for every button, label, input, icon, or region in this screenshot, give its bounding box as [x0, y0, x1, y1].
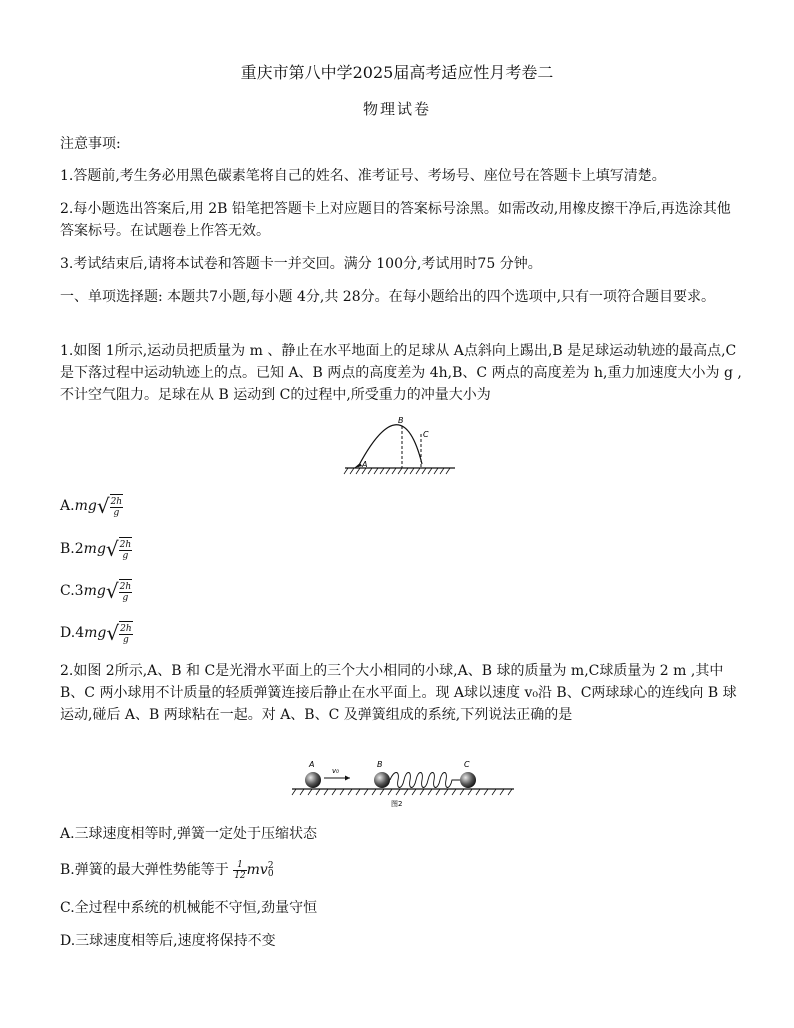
- note-item-1: 1.答题前,考生务必用黑色碳素笔将自己的姓名、准考证号、考场号、座位号在答题卡上填写清楚。: [60, 168, 666, 184]
- question-1-figure: [340, 412, 460, 478]
- question-1-option-a[interactable]: [60, 494, 123, 518]
- option-letter: C.: [60, 583, 75, 599]
- ball-a: [305, 772, 321, 788]
- sqrt-expression: √ $\frac{2h}{g}$: [96, 494, 123, 518]
- sqrt-expression: √ $\frac{2h}{g}$: [106, 621, 132, 645]
- figure-2-label-a: A: [309, 760, 315, 769]
- option-b-superscript: 2: [267, 861, 274, 871]
- question-2-option-b[interactable]: [60, 859, 274, 881]
- figure-2-label-b: B: [377, 760, 383, 769]
- option-mg: mg: [74, 498, 97, 514]
- fraction-numerator: 2h: [119, 581, 132, 592]
- option-mg: mg: [84, 625, 107, 641]
- option-b-fraction: [233, 860, 246, 881]
- option-mg: mg: [83, 541, 106, 557]
- option-b-expression: mv: [246, 862, 268, 878]
- figure-2-caption: 图2: [391, 800, 403, 808]
- exam-title: 重庆市第八中学2025届高考适应性月考卷二: [240, 63, 554, 82]
- question-2-text: 2.如图 2所示,A、B 和 C是光滑水平面上的三个大小相同的小球,A、B 球的质量为 m,C球质量为 2 m ,其中 B、C 两小球用不计质量的轻质弹簧连接后静止在水平面上。现 A球以速度 v₀沿 B、C两球球心的连线向 B 球运动,碰后 A、B 两球粘在一起。对 A、B、C 及弹簧组成的系统,下列说法正确的是: [60, 663, 737, 723]
- figure-2-velocity-label: v₀: [332, 767, 339, 775]
- fraction-denominator: g: [122, 634, 129, 645]
- figure-1-label-c: C: [423, 430, 429, 439]
- spring: [390, 773, 460, 788]
- fraction-numerator: 2h: [119, 539, 132, 550]
- figure-1-label-a: A: [362, 460, 368, 469]
- fraction-numerator: 2h: [120, 623, 132, 634]
- question-1-text: 1.如图 1所示,运动员把质量为 m 、静止在水平地面上的足球从 A点斜向上踢出,B 是足球运动轨迹的最高点,C 是下落过程中运动轨迹上的点。已知 A、B 两点的高度差为 4h,B、C 两点的高度差为 h,重力加速度大小为 g ,不计空气阻力。足球在从 B 运动到 C的过程中,所受重力的冲量大小为: [60, 343, 742, 403]
- ball-c: [460, 772, 476, 788]
- figure-2-label-c: C: [464, 760, 470, 769]
- sqrt-expression: √ $\frac{2h}{g}$: [105, 537, 132, 561]
- note-item-2: 2.每小题选出答案后,用 2B 铅笔把答题卡上对应题目的答案标号涂黑。如需改动,用橡皮擦干净后,再选涂其他答案标号。在试题卷上作答无效。: [60, 201, 731, 239]
- question-2-figure: [288, 756, 518, 810]
- fraction-numerator: 2h: [110, 496, 123, 507]
- option-letter: B.: [60, 541, 75, 557]
- fraction-denominator: g: [122, 592, 129, 603]
- fraction-denominator: 12: [234, 870, 246, 881]
- option-mg: mg: [83, 583, 106, 599]
- figure-1-label-b: B: [398, 416, 404, 425]
- question-2-option-c[interactable]: C.全过程中系统的机械能不守恒,劲量守恒: [60, 900, 318, 916]
- exam-subtitle: 物理试卷: [362, 100, 431, 118]
- fraction-denominator: g: [122, 550, 129, 561]
- question-1-option-d[interactable]: [60, 621, 133, 645]
- option-coefficient: 2: [74, 541, 84, 557]
- question-2-option-d[interactable]: D.三球速度相等后,速度将保持不变: [60, 933, 276, 949]
- option-b-subscript: 0: [267, 869, 274, 879]
- ball-b: [374, 772, 390, 788]
- question-1-option-b[interactable]: [60, 537, 132, 561]
- sqrt-expression: √ $\frac{2h}{g}$: [105, 579, 132, 603]
- question-2-option-a[interactable]: A.三球速度相等时,弹簧一定处于压缩状态: [60, 826, 318, 842]
- fraction-numerator: 1: [233, 860, 246, 871]
- notes-heading: 注意事项:: [60, 136, 121, 152]
- option-coefficient: 4: [75, 625, 85, 641]
- question-1-option-c[interactable]: [60, 579, 132, 603]
- option-b-prefix: B.弹簧的最大弹性势能等于: [60, 862, 229, 878]
- option-letter: A.: [60, 498, 75, 514]
- option-coefficient: 3: [74, 583, 84, 599]
- fraction-denominator: g: [113, 507, 120, 518]
- option-letter: D.: [60, 625, 76, 641]
- note-item-3: 3.考试结束后,请将本试卷和答题卡一并交回。满分 100分,考试用时75 分钟。: [60, 256, 542, 272]
- section-heading: 一、单项选择题: 本题共7小题,每小题 4分,共 28分。在每小题给出的四个选项中,只有一项符合题目要求。: [60, 289, 716, 305]
